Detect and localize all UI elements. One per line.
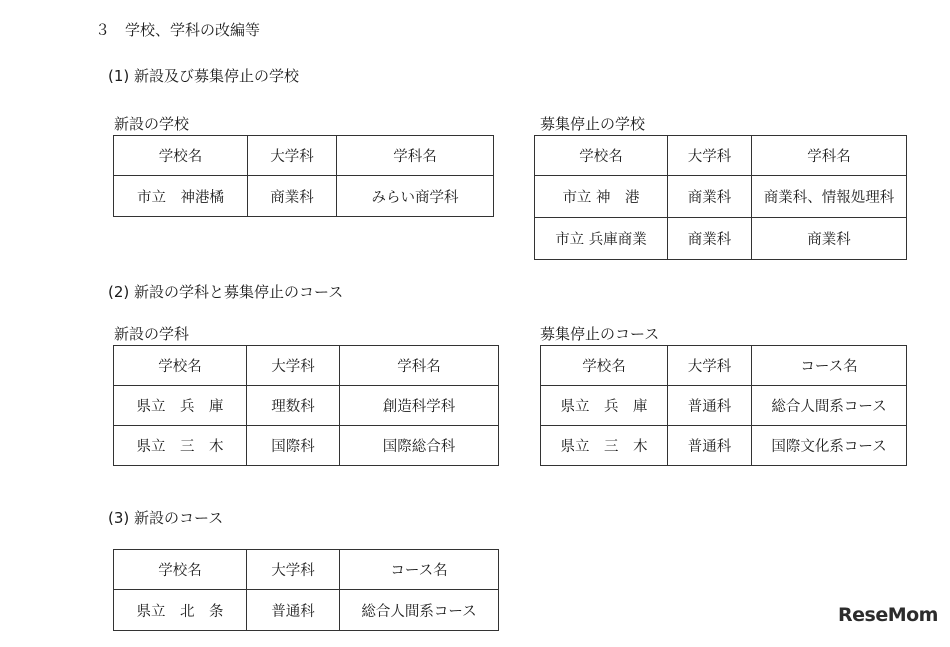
major-cell: 国際科 (247, 426, 340, 466)
table-header-row (114, 136, 494, 176)
stopped-schools-table (534, 135, 907, 260)
course-cell: 総合人間系コース (340, 590, 499, 631)
school-name-cell: 県立 兵 庫 (114, 386, 247, 426)
school-name-cell: 県立 三 木 (541, 426, 668, 466)
header-cell: 学校名 (535, 136, 668, 176)
header-cell: 大学科 (248, 136, 337, 176)
school-name-cell: 県立 兵 庫 (541, 386, 668, 426)
school-name-cell: 県立 北 条 (114, 590, 247, 631)
major-cell: 普通科 (668, 386, 752, 426)
major-cell: 普通科 (247, 590, 340, 631)
department-cell: 国際総合科 (340, 426, 499, 466)
header-cell: コース名 (752, 346, 907, 386)
header-cell: 大学科 (247, 550, 340, 590)
table-header-row (541, 346, 907, 386)
stopped-courses-caption: 募集停止のコース (540, 325, 660, 343)
part2-heading: (2) 新設の学科と募集停止のコース (108, 283, 344, 301)
table-row (114, 590, 499, 631)
section-title: ３ 学校、学科の改編等 (95, 21, 261, 39)
table-row (114, 176, 494, 217)
header-cell: 大学科 (247, 346, 340, 386)
table-row (114, 426, 499, 466)
new-schools-table (113, 135, 494, 217)
header-cell: 学科名 (337, 136, 494, 176)
new-courses-table (113, 549, 499, 631)
part1-heading: (1) 新設及び募集停止の学校 (108, 67, 300, 85)
new-departments-caption: 新設の学科 (114, 325, 190, 343)
resemom-logo: ReseMom (838, 604, 938, 626)
table-row (541, 386, 907, 426)
table-header-row (114, 346, 499, 386)
header-cell: 学科名 (752, 136, 907, 176)
header-cell: コース名 (340, 550, 499, 590)
department-cell: 商業科、情報処理科 (752, 176, 907, 218)
table-row (114, 386, 499, 426)
header-cell: 学校名 (114, 346, 247, 386)
major-cell: 商業科 (668, 218, 752, 260)
major-cell: 理数科 (247, 386, 340, 426)
school-name-cell: 市立 兵庫商業 (535, 218, 668, 260)
course-cell: 国際文化系コース (752, 426, 907, 466)
table-row (535, 218, 907, 260)
school-name-cell: 県立 三 木 (114, 426, 247, 466)
table-header-row (114, 550, 499, 590)
part3-heading: (3) 新設のコース (108, 509, 224, 527)
header-cell: 大学科 (668, 136, 752, 176)
header-cell: 学校名 (541, 346, 668, 386)
header-cell: 学校名 (114, 136, 248, 176)
stopped-schools-caption: 募集停止の学校 (540, 115, 646, 133)
table-row (535, 176, 907, 218)
major-cell: 普通科 (668, 426, 752, 466)
department-cell: みらい商学科 (337, 176, 494, 217)
school-name-cell: 市立 神港橘 (114, 176, 248, 217)
major-cell: 商業科 (668, 176, 752, 218)
table-row (541, 426, 907, 466)
header-cell: 学校名 (114, 550, 247, 590)
stopped-courses-table (540, 345, 907, 466)
school-name-cell: 市立 神 港 (535, 176, 668, 218)
table-header-row (535, 136, 907, 176)
new-departments-table (113, 345, 499, 466)
course-cell: 総合人間系コース (752, 386, 907, 426)
department-cell: 商業科 (752, 218, 907, 260)
new-schools-caption: 新設の学校 (114, 115, 190, 133)
department-cell: 創造科学科 (340, 386, 499, 426)
major-cell: 商業科 (248, 176, 337, 217)
header-cell: 学科名 (340, 346, 499, 386)
header-cell: 大学科 (668, 346, 752, 386)
